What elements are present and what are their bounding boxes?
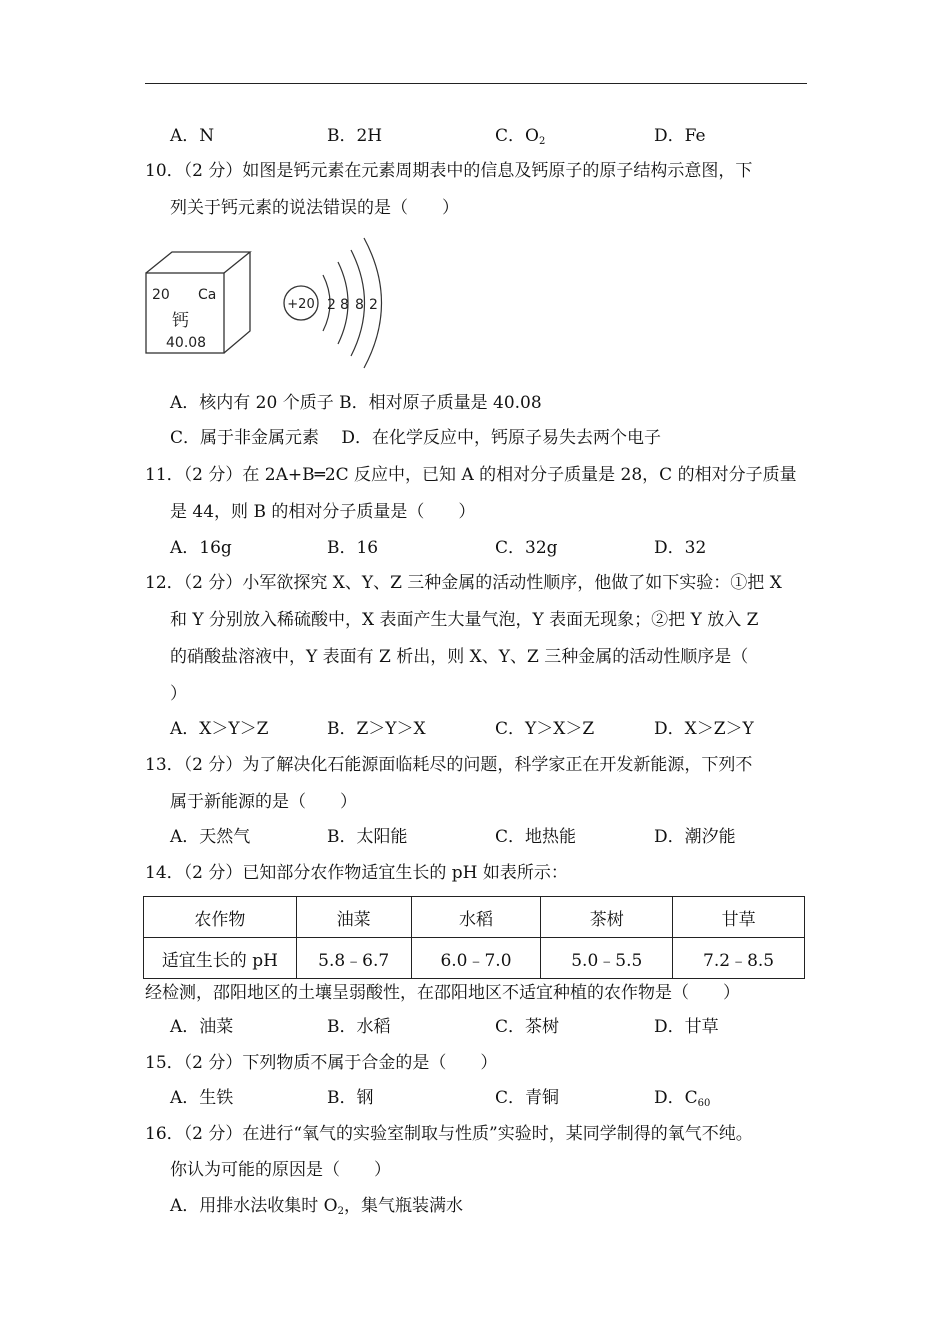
q13-option-d[interactable]: D．潮汐能	[654, 827, 736, 847]
q15-option-c[interactable]: C．青铜	[495, 1088, 560, 1108]
table-header-cell: 甘草	[673, 897, 805, 938]
table-header-cell: 水稻	[411, 897, 541, 938]
atomic-mass: 40.08	[166, 335, 207, 351]
q11-option-d[interactable]: D．32	[654, 538, 707, 558]
q13-option-c[interactable]: C．地热能	[495, 827, 577, 847]
q9-option-b[interactable]: B．2H	[327, 126, 383, 146]
table-header-cell: 茶树	[541, 897, 673, 938]
table-cell: 5.0﹣5.5	[541, 938, 673, 979]
q12-option-a[interactable]: A．X＞Y＞Z	[170, 719, 269, 739]
q12-stem-line2: 和 Y 分别放入稀硫酸中，X 表面产生大量气泡，Y 表面无现象；②把 Y 放入 Z	[170, 610, 759, 630]
q15-option-b[interactable]: B．钢	[327, 1088, 374, 1108]
q13-stem-line2: 属于新能源的是（ ）	[170, 792, 357, 812]
q12-option-c[interactable]: C．Y＞X＞Z	[495, 719, 595, 739]
table-row	[144, 938, 805, 979]
q10-stem-line2: 列关于钙元素的说法错误的是（ ）	[170, 198, 459, 218]
q13-options	[170, 825, 810, 849]
shell-2-count: 8	[340, 297, 349, 313]
table-cell: 6.0﹣7.0	[411, 938, 541, 979]
q12-options	[170, 717, 810, 741]
q10-options-cd[interactable]: C．属于非金属元素 D．在化学反应中，钙原子易失去两个电子	[170, 428, 662, 448]
table-cell: 5.8﹣6.7	[296, 938, 411, 979]
table-header-cell: 油菜	[296, 897, 411, 938]
shell-1-count: 2	[327, 297, 336, 313]
q15-option-a[interactable]: A．生铁	[170, 1088, 234, 1108]
shell-3-count: 8	[355, 297, 364, 313]
q11-stem-line2: 是 44，则 B 的相对分子质量是（ ）	[170, 502, 476, 522]
q9-option-a[interactable]: A．N	[170, 126, 215, 146]
q14-option-a[interactable]: A．油菜	[170, 1017, 234, 1037]
atomic-number: 20	[152, 287, 170, 303]
q9-option-d[interactable]: D．Fe	[654, 126, 706, 146]
table-header-row	[144, 897, 805, 938]
q10-options-ab[interactable]: A．核内有 20 个质子 B．相对原子质量是 40.08	[170, 393, 542, 413]
q14-options	[170, 1015, 810, 1039]
q15-option-d[interactable]: D．$C_{60}$	[654, 1088, 711, 1109]
q11-options	[170, 536, 810, 560]
q14-option-d[interactable]: D．甘草	[654, 1017, 719, 1037]
q12-option-d[interactable]: D．X＞Z＞Y	[654, 719, 754, 739]
q14-option-c[interactable]: C．茶树	[495, 1017, 560, 1037]
table-header-cell: 农作物	[144, 897, 297, 938]
q12-stem-line3: 的硝酸盐溶液中，Y 表面有 Z 析出，则 X、Y、Z 三种金属的活动性顺序是（	[170, 647, 749, 667]
table-cell: 适宜生长的 pH	[144, 938, 297, 979]
element-name: 钙	[172, 311, 189, 331]
ph-table	[143, 896, 805, 979]
q10-stem-line1: 10．（2 分）如图是钙元素在元素周期表中的信息及钙原子的原子结构示意图，下	[145, 161, 753, 181]
q14-stem-line1: 14．（2 分）已知部分农作物适宜生长的 pH 如表所示：	[145, 863, 568, 883]
q14-stem-line2: 经检测，邵阳地区的土壤呈弱酸性，在邵阳地区不适宜种植的农作物是（ ）	[145, 983, 740, 1003]
q9-option-c[interactable]: C．$O_2$	[495, 126, 546, 147]
q16-stem-line1: 16．（2 分）在进行“氧气的实验室制取与性质”实验时，某同学制得的氧气不纯。	[145, 1124, 753, 1144]
q14-option-b[interactable]: B．水稻	[327, 1017, 391, 1037]
q13-stem-line1: 13．（2 分）为了解决化石能源面临耗尽的问题，科学家正在开发新能源，下列不	[145, 755, 753, 775]
header-rule	[145, 83, 807, 84]
q16-option-a[interactable]: A．用排水法收集时 $O_2$，集气瓶装满水	[170, 1196, 463, 1217]
calcium-figure	[140, 230, 390, 380]
q13-option-a[interactable]: A．天然气	[170, 827, 251, 847]
q11-option-a[interactable]: A．16g	[170, 538, 232, 558]
q11-option-c[interactable]: C．32g	[495, 538, 558, 558]
q9-options	[170, 124, 810, 148]
table-cell: 7.2﹣8.5	[673, 938, 805, 979]
q12-option-b[interactable]: B．Z＞Y＞X	[327, 719, 426, 739]
q12-stem-line4: ）	[170, 684, 187, 704]
element-symbol: Ca	[198, 287, 217, 303]
q12-stem-line1: 12．（2 分）小军欲探究 X、Y、Z 三种金属的活动性顺序，他做了如下实验：①把 X	[145, 573, 782, 593]
q11-option-b[interactable]: B．16	[327, 538, 379, 558]
q15-options	[170, 1086, 810, 1110]
q15-stem-line1: 15．（2 分）下列物质不属于合金的是（ ）	[145, 1053, 498, 1073]
q16-stem-line2: 你认为可能的原因是（ ）	[170, 1160, 391, 1180]
shell-4-count: 2	[369, 297, 378, 313]
q11-stem-line1: 11．（2 分）在 2A+B═2C 反应中，已知 A 的相对分子质量是 28，C 的相对分子质量	[145, 465, 797, 485]
nucleus-charge: +20	[287, 297, 315, 312]
q13-option-b[interactable]: B．太阳能	[327, 827, 408, 847]
